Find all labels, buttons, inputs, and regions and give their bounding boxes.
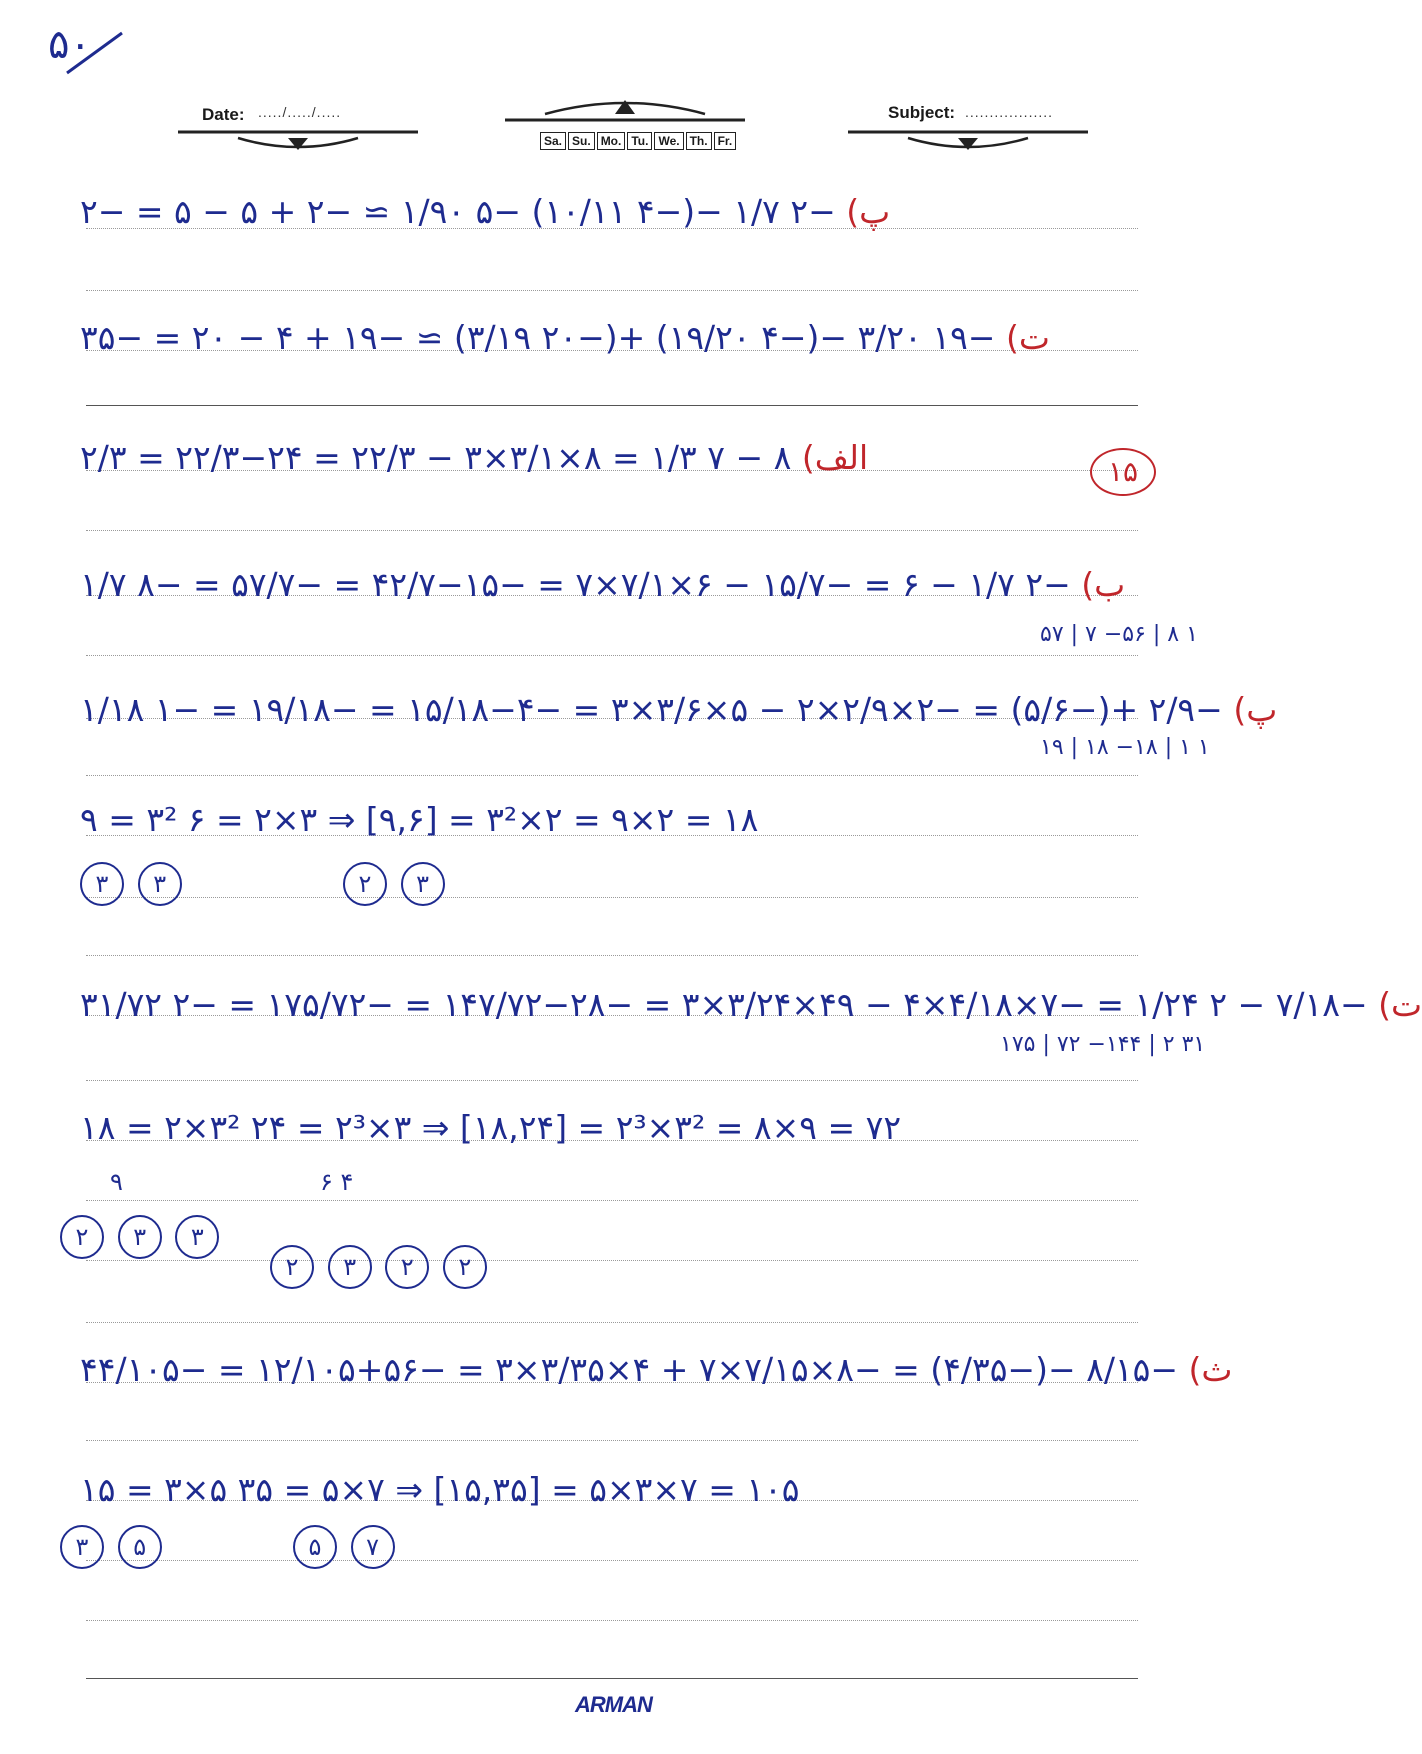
factor-tree	[60, 1525, 401, 1569]
day-box: Tu.	[627, 132, 652, 150]
ruled-line	[86, 1440, 1138, 1441]
day-box: Su.	[568, 132, 595, 150]
equation-line	[80, 1350, 1233, 1389]
footer-rule	[86, 1678, 1138, 1679]
prime-factor: ۳	[138, 862, 182, 906]
prime-factor: ۵	[293, 1525, 337, 1569]
header-ornament-right-icon	[848, 126, 1088, 154]
prime-factor: ۵	[118, 1525, 162, 1569]
equation-line	[80, 438, 1140, 477]
equation-text: ۱۵ = ۳×۵ ۳۵ = ۵×۷ ⇒ [۱۵,۳۵] = ۵×۳×۷ = ۱۰۵	[80, 1470, 800, 1509]
corner-slash-icon	[62, 28, 132, 78]
page-mark: ۵۰	[48, 22, 91, 68]
header-ornament-left-icon	[178, 126, 418, 154]
part-label: پ)	[846, 192, 891, 231]
lcm-line	[80, 1470, 1140, 1509]
equation-line	[80, 565, 1140, 604]
equation-text: −۷/۱۸ − ۲ ۱/۲۴ = −۷×۴/۱۸×۴ − ۴۹×۳/۲۴×۳ = −۲۸−۱۴۷/۷۲ = −۱۷۵/۷۲ = −۲ ۳۱/۷۲	[80, 985, 1368, 1024]
lcm-line	[80, 1108, 1140, 1147]
ruled-line	[86, 290, 1138, 291]
ruled-line	[86, 1080, 1138, 1081]
ruled-line	[86, 1200, 1138, 1201]
factor-tree	[60, 1215, 225, 1259]
prime-factor: ۳	[118, 1215, 162, 1259]
division-note: ۱۹ | ۱۸ −۱۸ | ۱ ۱	[1040, 735, 1210, 760]
prime-factor: ۲	[270, 1245, 314, 1289]
date-label: Date:	[202, 105, 245, 124]
subject-value: ..................	[965, 104, 1054, 120]
equation-text: −۲ ۱/۷ − ۶ = −۱۵/۷ − ۶×۷/۱×۷ = −۱۵−۴۲/۷ = −۵۷/۷ = −۸ ۱/۷	[80, 565, 1071, 604]
day-box: Fr.	[714, 132, 737, 150]
date-value: ...../...../.....	[258, 104, 342, 120]
part-label: ت)	[1378, 985, 1422, 1024]
equation-line	[80, 690, 1278, 729]
ruled-line	[86, 1322, 1138, 1323]
day-box: Sa.	[540, 132, 566, 150]
footer-logo: ARMAN	[575, 1692, 652, 1717]
prime-factor: ۳	[175, 1215, 219, 1259]
equation-text: −۲/۹ +(−۵/۶) = −۲×۲/۹×۲ − ۵×۳/۶×۳ = −۴−۱۵/۱۸ = −۱۹/۱۸ = −۱ ۱/۱۸	[80, 690, 1223, 729]
ruled-line	[86, 955, 1138, 956]
part-label: ب)	[1081, 565, 1126, 604]
question-number: ۱۵	[1090, 448, 1156, 496]
prime-factor: ۲	[60, 1215, 104, 1259]
prime-factor: ۲	[385, 1245, 429, 1289]
equation-line	[80, 192, 1140, 231]
division-note: ۱۷۵ | ۷۲ −۱۴۴ | ۲ ۳۱	[1000, 1032, 1206, 1057]
section-divider	[86, 405, 1138, 406]
prime-factor: ۳	[60, 1525, 104, 1569]
factor-tree-top: ۶ ۴	[320, 1168, 354, 1196]
part-label: ث)	[1188, 1350, 1233, 1389]
equation-text: −۲ ۱/۷ −(−۴ ۱۰/۱۱) −۵ ۱/۹۰ ≃ −۲ + ۵ − ۵ = −۲	[80, 192, 836, 231]
ruled-line	[86, 1620, 1138, 1621]
factor-tree	[80, 862, 451, 906]
equation-text: −۱۹ ۳/۲۰ −(−۴ ۱۹/۲۰) +(−۲۰ ۳/۱۹) ≃ −۱۹ + ۴ − ۲۰ = −۳۵	[80, 318, 996, 357]
factor-tree	[270, 1245, 493, 1289]
prime-factor: ۳	[80, 862, 124, 906]
factor-tree-top: ۹	[110, 1168, 123, 1196]
ruled-line	[86, 655, 1138, 656]
ruled-line	[86, 1260, 1138, 1261]
equation-text: ۱۸ = ۲×۳² ۲۴ = ۲³×۳ ⇒ [۱۸,۲۴] = ۲³×۳² = ۸×۹ = ۷۲	[80, 1108, 902, 1147]
equation-text: −۸/۱۵ −(−۴/۳۵) = −۸×۷/۱۵×۷ + ۴×۳/۳۵×۳ = −۵۶+۱۲/۱۰۵ = −۴۴/۱۰۵	[80, 1350, 1179, 1389]
day-box: Th.	[686, 132, 712, 150]
subject-label: Subject:	[888, 103, 956, 122]
header-ornament-center-icon	[505, 96, 745, 130]
day-box: We.	[654, 132, 683, 150]
equation-line	[80, 318, 1140, 357]
ruled-line	[86, 775, 1138, 776]
prime-factor: ۳	[328, 1245, 372, 1289]
equation-text: ۹ = ۳² ۶ = ۲×۳ ⇒ [۹,۶] = ۳²×۲ = ۹×۲ = ۱۸	[80, 800, 759, 839]
equation-line	[80, 985, 1422, 1024]
prime-factor: ۳	[401, 862, 445, 906]
part-label: پ)	[1233, 690, 1278, 729]
weekday-boxes	[540, 132, 736, 150]
part-label: ت)	[1005, 318, 1050, 357]
lcm-line	[80, 800, 1140, 839]
ruled-line	[86, 530, 1138, 531]
division-note: ۵۷ | ۷ −۵۶ | ۸ ۱	[1040, 622, 1198, 647]
day-box: Mo.	[597, 132, 626, 150]
part-label: الف)	[801, 438, 869, 477]
equation-text: ۸ − ۷ ۱/۳ = ۸×۳/۱×۳ − ۲۲/۳ = ۲۴−۲۲/۳ = ۲/۳	[80, 438, 792, 477]
prime-factor: ۲	[343, 862, 387, 906]
prime-factor: ۷	[351, 1525, 395, 1569]
prime-factor: ۲	[443, 1245, 487, 1289]
